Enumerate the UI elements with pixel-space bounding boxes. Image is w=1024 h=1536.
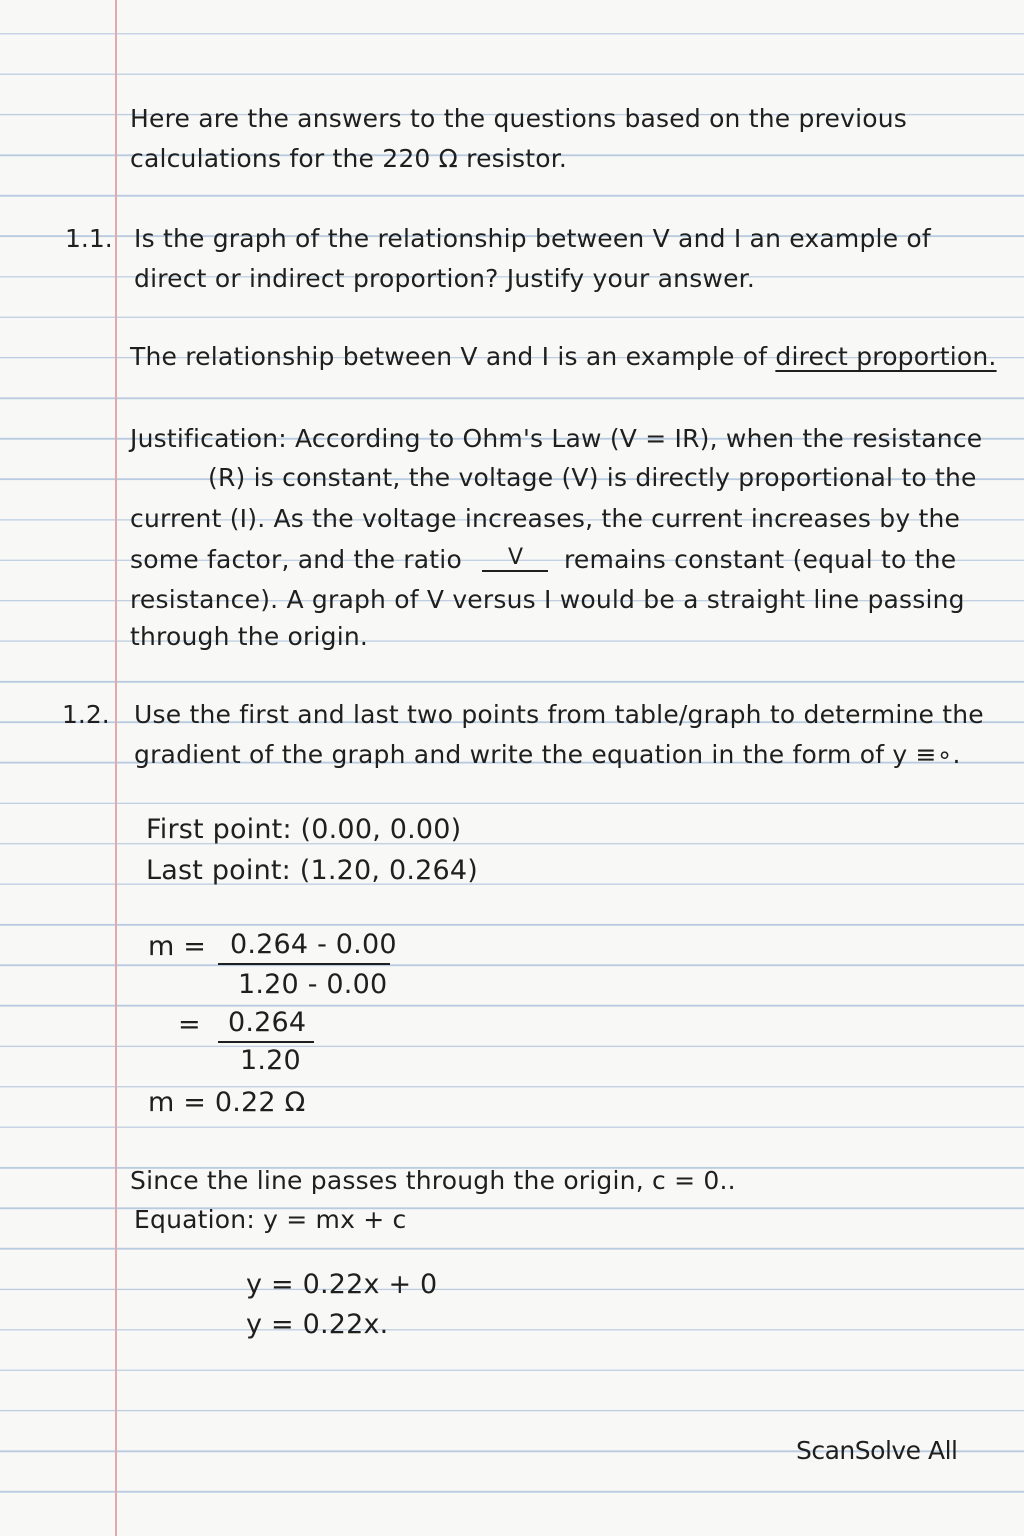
margin-line: [115, 0, 117, 1536]
q1-answer-underlined: direct proportion.: [775, 342, 997, 371]
q2-equation-2: y = 0.22x.: [246, 1309, 389, 1340]
q1-answer-prefix: The relationship between V and I is an example of: [130, 342, 768, 371]
q1-question-line-2: direct or indirect proportion? Justify your answer.: [134, 264, 755, 293]
intro-line-2: calculations for the 220 Ω resistor.: [130, 144, 568, 173]
q1-justification-line-4b: remains constant (equal to the: [564, 545, 957, 574]
q2-number: 1.2.: [62, 700, 110, 729]
q2-fraction-1-line: [218, 963, 390, 965]
q2-m-label: m =: [148, 931, 207, 962]
q1-justification-line-4a: some factor, and the ratio: [130, 545, 462, 574]
q2-fraction-2-denominator: 1.20: [240, 1045, 301, 1076]
q1-justification-line-6: through the origin.: [130, 622, 369, 651]
q2-fraction-1-denominator: 1.20 - 0.00: [238, 969, 388, 1000]
q1-justification-line-3: current (I). As the voltage increases, the current increases by the: [130, 504, 961, 533]
q2-equals-sign: =: [178, 1009, 201, 1040]
q2-fraction-1-numerator: 0.264 - 0.00: [230, 929, 397, 960]
q1-answer: [130, 342, 997, 372]
q2-last-point: Last point: (1.20, 0.264): [146, 855, 479, 886]
q2-m-result: m = 0.22 Ω: [148, 1087, 306, 1118]
q2-first-point: First point: (0.00, 0.00): [146, 814, 462, 845]
q2-fraction-2-numerator: 0.264: [228, 1007, 307, 1038]
q2-since-line: Since the line passes through the origin, c = 0..: [130, 1166, 736, 1195]
q2-equation-1: y = 0.22x + 0: [246, 1269, 438, 1300]
q1-ratio-line: [482, 570, 548, 572]
q2-equation-line: Equation: y = mx + c: [134, 1205, 407, 1234]
q1-justification-line-2: (R) is constant, the voltage (V) is directly proportional to the: [208, 463, 977, 492]
q2-question-line-1: Use the first and last two points from table/graph to determine the: [134, 700, 984, 729]
q1-justification-line-1: Justification: According to Ohm's Law (V = IR), when the resistance: [130, 424, 983, 453]
brand-signature: ScanSolve All: [796, 1436, 958, 1465]
q1-ratio-v: V: [508, 545, 524, 570]
q2-fraction-2-line: [218, 1041, 314, 1043]
intro-line-1: Here are the answers to the questions based on the previous: [130, 104, 908, 133]
q2-question-line-2: gradient of the graph and write the equation in the form of y ≡∘.: [134, 740, 961, 769]
q1-justification-line-5: resistance). A graph of V versus I would be a straight line passing: [130, 585, 965, 614]
q1-number: 1.1.: [65, 224, 113, 253]
q1-question-line-1: Is the graph of the relationship between V and I an example of: [134, 224, 931, 253]
